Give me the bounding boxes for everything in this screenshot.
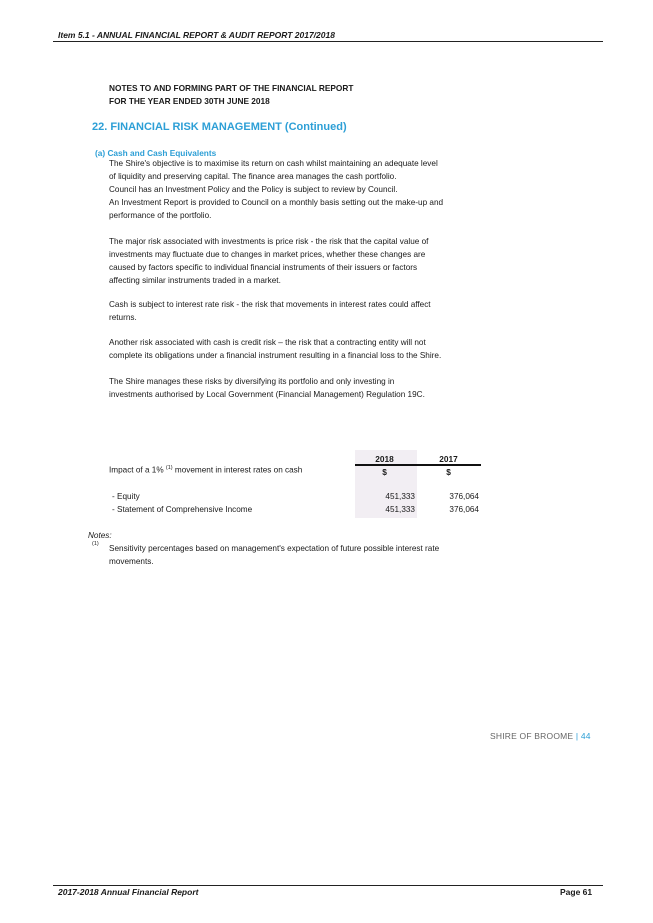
paragraph-line: Cash is subject to interest rate risk - the risk that movements in interest rates could affect xyxy=(109,300,431,309)
brand-page-number: 44 xyxy=(580,731,591,741)
note-line: Sensitivity percentages based on management's expectation of future possible interest rate xyxy=(109,544,440,553)
paragraph-line: investments authorised by Local Government (Financial Management) Regulation 19C. xyxy=(109,389,425,399)
paragraph-line: The Shire's objective is to maximise its return on cash whilst maintaining an adequate level xyxy=(109,159,438,168)
column-header-rule xyxy=(355,464,481,466)
brand-footer xyxy=(490,731,591,741)
paragraph-line: The Shire manages these risks by diversifying its portfolio and only investing in xyxy=(109,377,395,386)
table-cell-2018: 451,333 xyxy=(385,492,415,501)
note-marker: (1) xyxy=(92,541,99,547)
paragraph-line: complete its obligations under a financial instrument resulting in a financial loss to the Shire. xyxy=(109,350,442,360)
paragraph-line: of liquidity and preserving capital. The finance area manages the cash portfolio. xyxy=(109,171,397,181)
paragraph-credit-risk xyxy=(109,337,474,363)
column-header-2017: 2017 xyxy=(439,454,458,464)
currency-2017: $ xyxy=(446,467,451,477)
table-row-label: - Equity xyxy=(112,492,140,501)
paragraph-line: investments may fluctuate due to changes in market prices, whether these changes are xyxy=(109,249,426,259)
paragraph-line: Council has an Investment Policy and the Policy is subject to review by Council. xyxy=(109,184,398,194)
footer-page-number: Page 61 xyxy=(560,887,593,897)
paragraph-line: affecting similar instruments traded in a market. xyxy=(109,275,281,285)
currency-2018: $ xyxy=(382,467,387,477)
paragraph-objective xyxy=(109,158,474,223)
table-row-label: - Statement of Comprehensive Income xyxy=(112,505,253,514)
notes-label: Notes: xyxy=(88,531,112,540)
table-cell-2017: 376,064 xyxy=(449,492,479,501)
report-title-line2: FOR THE YEAR ENDED 30TH JUNE 2018 xyxy=(109,96,270,106)
paragraph-line: An Investment Report is provided to Council on a monthly basis setting out the make-up and xyxy=(109,197,444,207)
paragraph-line: returns. xyxy=(109,312,137,322)
column-header-2018: 2018 xyxy=(375,454,394,464)
header-rule xyxy=(53,41,603,42)
table-cell-2018: 451,333 xyxy=(385,505,415,514)
paragraph-price-risk xyxy=(109,236,474,288)
table-cell-2017: 376,064 xyxy=(449,505,479,514)
note-text xyxy=(109,543,474,569)
document-header: Item 5.1 - ANNUAL FINANCIAL REPORT & AUDIT REPORT 2017/2018 xyxy=(58,30,335,40)
footer-rule xyxy=(53,885,603,886)
note-line: movements. xyxy=(109,556,154,566)
paragraph-line: caused by factors specific to individual financial instruments of their issuers or factors xyxy=(109,262,418,272)
impact-label xyxy=(109,465,302,475)
footer-report-title: 2017-2018 Annual Financial Report xyxy=(58,887,199,897)
brand-name: SHIRE OF BROOME xyxy=(490,731,574,741)
paragraph-line: The major risk associated with investments is price risk - the risk that the capital value of xyxy=(109,237,429,246)
paragraph-risk-management xyxy=(109,376,474,402)
brand-separator: | xyxy=(575,731,579,741)
paragraph-line: Another risk associated with cash is credit risk – the risk that a contracting entity will not xyxy=(109,338,426,347)
impact-label-text: movement in interest rates on cash xyxy=(172,465,303,475)
section-title: 22. FINANCIAL RISK MANAGEMENT (Continued) xyxy=(92,121,347,133)
subsection-heading: (a) Cash and Cash Equivalents xyxy=(95,148,217,158)
impact-label-text: Impact of a 1% xyxy=(109,465,166,475)
paragraph-interest-rate-risk xyxy=(109,299,474,325)
report-title-line1: NOTES TO AND FORMING PART OF THE FINANCIAL REPORT xyxy=(109,83,354,93)
paragraph-line: performance of the portfolio. xyxy=(109,210,212,220)
footnote-reference: (1) xyxy=(165,465,173,471)
